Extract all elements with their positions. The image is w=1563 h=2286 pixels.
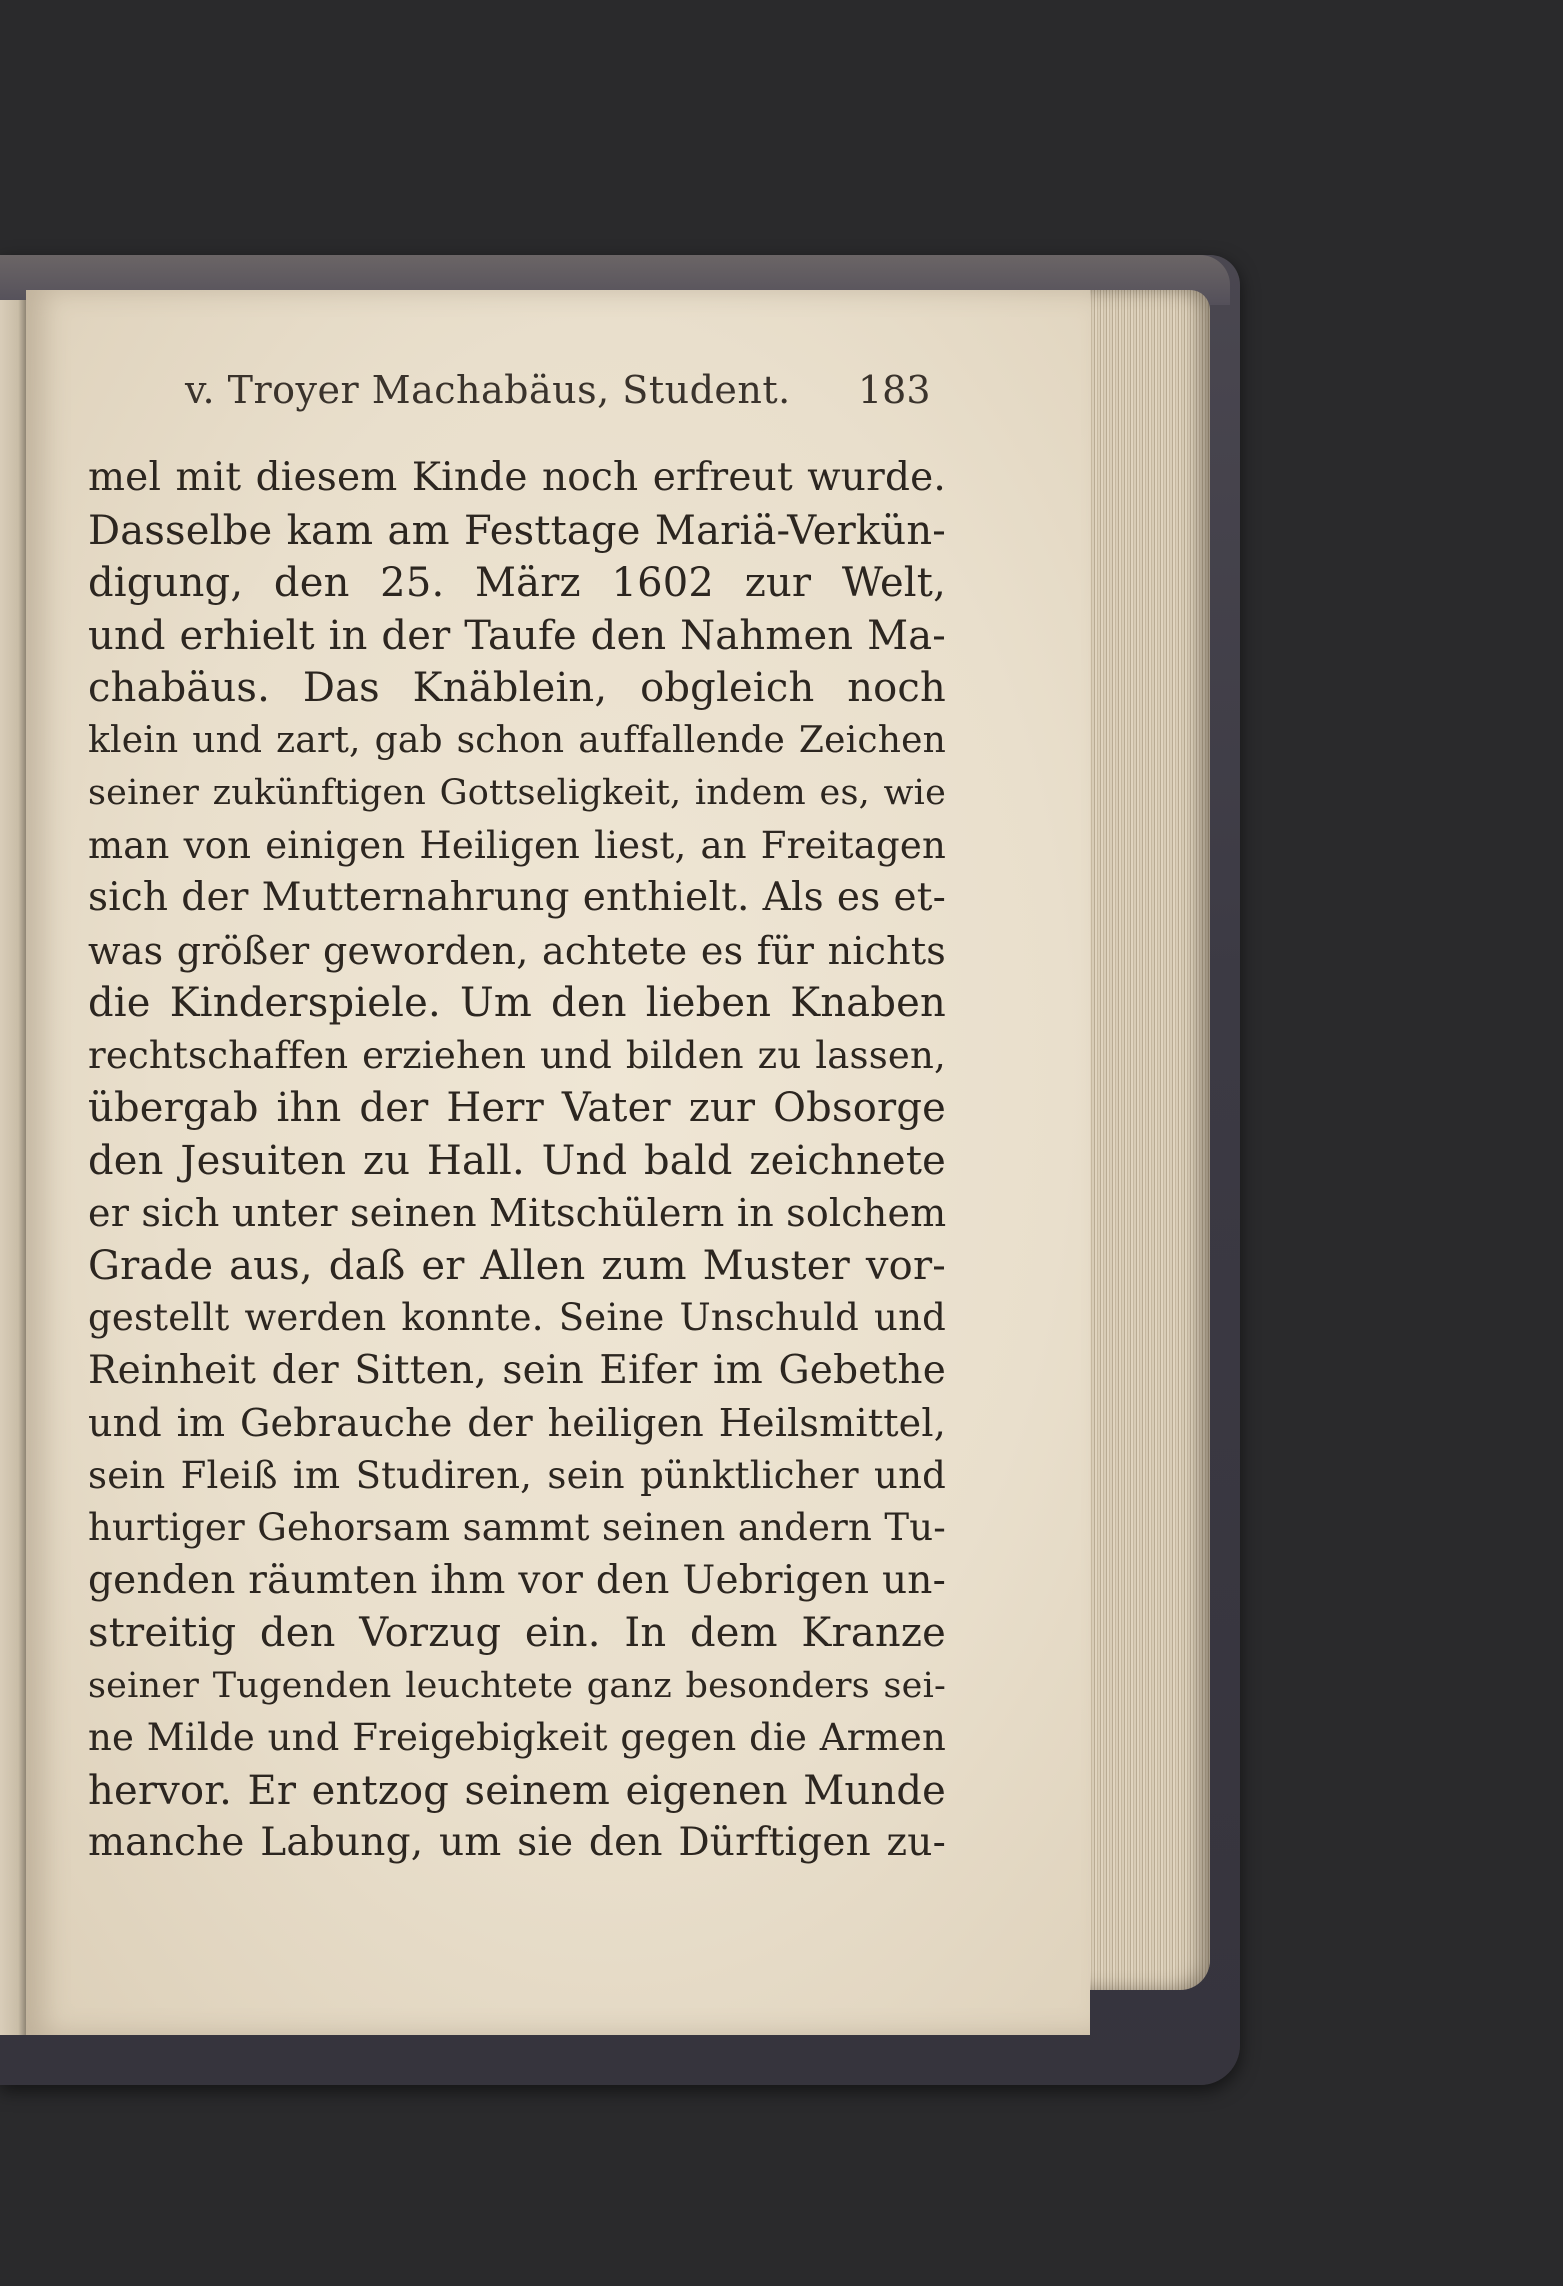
text-line: sich der Mutternahrung enthielt. Als es et- <box>88 875 946 920</box>
text-line: übergab ihn der Herr Vater zur Obsorge <box>88 1085 946 1131</box>
text-line: mel mit diesem Kinde noch erfreut wurde. <box>88 455 946 500</box>
text-line: man von einigen Heiligen liest, an Freitagen <box>88 823 946 867</box>
running-head: v. Troyer Machabäus, Student. <box>185 368 791 412</box>
page-gutter <box>0 300 26 2035</box>
text-line: streitig den Vorzug ein. In dem Kranze <box>88 1610 946 1656</box>
text-line: rechtschaffen erziehen und bilden zu lassen, <box>88 1033 946 1077</box>
text-line: Dasselbe kam am Festtage Mariä-Verkün- <box>88 507 946 554</box>
text-line: sein Fleiß im Studiren, sein pünktlicher und <box>88 1453 946 1497</box>
text-line: manche Labung, um sie den Dürftigen zu- <box>88 1820 946 1865</box>
text-line: was größer geworden, achtete es für nichts <box>88 928 946 973</box>
text-line: klein und zart, gab schon auffallende Zeichen <box>88 719 946 761</box>
text-line: hervor. Er entzog seinem eigenen Munde <box>88 1767 946 1814</box>
text-line: hurtiger Gehorsam sammt seinen andern Tu- <box>88 1506 946 1549</box>
text-line: die Kinderspiele. Um den lieben Knaben <box>88 980 946 1026</box>
text-line: chabäus. Das Knäblein, obgleich noch <box>88 665 946 711</box>
text-line: seiner zukünftigen Gottseligkeit, indem es, wie <box>88 773 946 813</box>
text-line: gestellt werden konnte. Seine Unschuld und <box>88 1296 946 1339</box>
body-text <box>88 452 946 1870</box>
text-line: ne Milde und Freigebigkeit gegen die Armen <box>88 1716 946 1759</box>
page-edges <box>1080 290 1210 1990</box>
text-line: seiner Tugenden leuchtete ganz besonders sei- <box>88 1665 946 1706</box>
text-line: er sich unter seinen Mitschülern in solchem <box>88 1191 946 1235</box>
text-line: Reinheit der Sitten, sein Eifer im Gebethe <box>88 1347 946 1393</box>
text-line: Grade aus, daß er Allen zum Muster vor- <box>88 1242 946 1289</box>
text-line: genden räumten ihm vor den Uebrigen un- <box>88 1557 946 1603</box>
text-line: den Jesuiten zu Hall. Und bald zeichnete <box>88 1137 946 1184</box>
text-line: digung, den 25. März 1602 zur Welt, <box>88 560 946 606</box>
text-line: und erhielt in der Taufe den Nahmen Ma- <box>88 612 946 659</box>
page-number: 183 <box>858 368 931 412</box>
text-line: und im Gebrauche der heiligen Heilsmittel, <box>88 1401 946 1445</box>
